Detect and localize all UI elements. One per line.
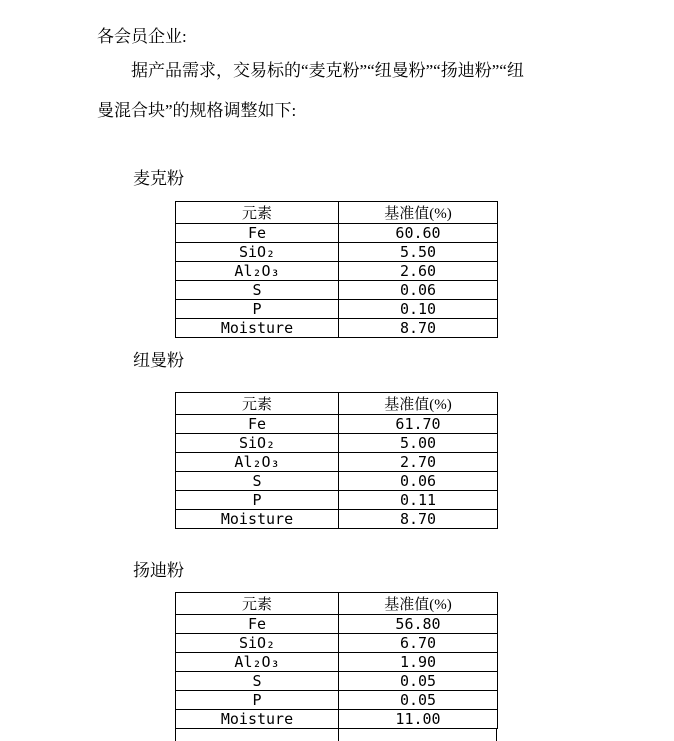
element-cell: Al₂O₃ bbox=[176, 453, 339, 472]
table-row bbox=[176, 262, 498, 281]
column-header-benchmark-value: 基准值(%) bbox=[339, 393, 498, 415]
element-cell: Moisture bbox=[176, 319, 339, 338]
column-header-benchmark-value: 基准值(%) bbox=[339, 202, 498, 224]
column-header-element: 元素 bbox=[176, 393, 339, 415]
body-paragraph-line-2: 曼混合块”的规格调整如下: bbox=[97, 101, 297, 120]
table-header-row bbox=[176, 593, 498, 615]
element-cell: P bbox=[176, 491, 339, 510]
value-cell: 5.50 bbox=[339, 243, 498, 262]
table-row bbox=[176, 710, 498, 729]
value-cell: 11.00 bbox=[339, 710, 498, 729]
table-cutoff-row bbox=[175, 728, 497, 741]
element-cell: Moisture bbox=[176, 710, 339, 729]
value-cell: 5.00 bbox=[339, 434, 498, 453]
column-header-benchmark-value: 基准值(%) bbox=[339, 593, 498, 615]
value-cell: 0.06 bbox=[339, 472, 498, 491]
element-cell: Al₂O₃ bbox=[176, 653, 339, 672]
table-row bbox=[176, 319, 498, 338]
table-row bbox=[176, 653, 498, 672]
section-title-newman-fines: 纽曼粉 bbox=[133, 351, 184, 370]
table-header-row bbox=[176, 202, 498, 224]
element-cell: Al₂O₃ bbox=[176, 262, 339, 281]
value-cell: 0.10 bbox=[339, 300, 498, 319]
element-cell: SiO₂ bbox=[176, 243, 339, 262]
element-cell: Fe bbox=[176, 224, 339, 243]
spec-table-yandi-fines bbox=[175, 592, 498, 729]
value-cell: 56.80 bbox=[339, 615, 498, 634]
value-cell: 0.05 bbox=[339, 672, 498, 691]
table-row bbox=[176, 491, 498, 510]
body-paragraph-line-1: 据产品需求，交易标的“麦克粉”“纽曼粉”“扬迪粉”“纽 bbox=[131, 61, 524, 80]
element-cell: P bbox=[176, 691, 339, 710]
element-cell: Moisture bbox=[176, 510, 339, 529]
value-cell: 6.70 bbox=[339, 634, 498, 653]
value-cell: 2.70 bbox=[339, 453, 498, 472]
element-cell: P bbox=[176, 300, 339, 319]
table-row bbox=[176, 434, 498, 453]
table-row bbox=[176, 281, 498, 300]
value-cell: 8.70 bbox=[339, 510, 498, 529]
table-row bbox=[176, 415, 498, 434]
table-row bbox=[176, 300, 498, 319]
table-header-row bbox=[176, 393, 498, 415]
value-cell: 60.60 bbox=[339, 224, 498, 243]
table-row bbox=[176, 472, 498, 491]
element-cell: SiO₂ bbox=[176, 434, 339, 453]
table-row bbox=[176, 510, 498, 529]
column-header-element: 元素 bbox=[176, 202, 339, 224]
table-row bbox=[176, 615, 498, 634]
value-cell: 2.60 bbox=[339, 262, 498, 281]
value-cell: 0.05 bbox=[339, 691, 498, 710]
element-cell: S bbox=[176, 672, 339, 691]
value-cell: 0.06 bbox=[339, 281, 498, 300]
salutation: 各会员企业: bbox=[97, 27, 187, 46]
element-cell: SiO₂ bbox=[176, 634, 339, 653]
table-row bbox=[176, 453, 498, 472]
value-cell: 1.90 bbox=[339, 653, 498, 672]
spec-table-newman-fines bbox=[175, 392, 498, 529]
column-header-element: 元素 bbox=[176, 593, 339, 615]
table-row bbox=[176, 691, 498, 710]
value-cell: 0.11 bbox=[339, 491, 498, 510]
section-title-mac-fines: 麦克粉 bbox=[133, 169, 184, 188]
element-cell: S bbox=[176, 281, 339, 300]
section-title-yandi-fines: 扬迪粉 bbox=[133, 561, 184, 580]
element-cell: Fe bbox=[176, 415, 339, 434]
table-row bbox=[176, 224, 498, 243]
table-row bbox=[176, 634, 498, 653]
value-cell: 61.70 bbox=[339, 415, 498, 434]
value-cell: 8.70 bbox=[339, 319, 498, 338]
cutoff-column-divider bbox=[338, 728, 339, 741]
element-cell: Fe bbox=[176, 615, 339, 634]
spec-table-mac-fines bbox=[175, 201, 498, 338]
element-cell: S bbox=[176, 472, 339, 491]
table-row bbox=[176, 243, 498, 262]
table-row bbox=[176, 672, 498, 691]
